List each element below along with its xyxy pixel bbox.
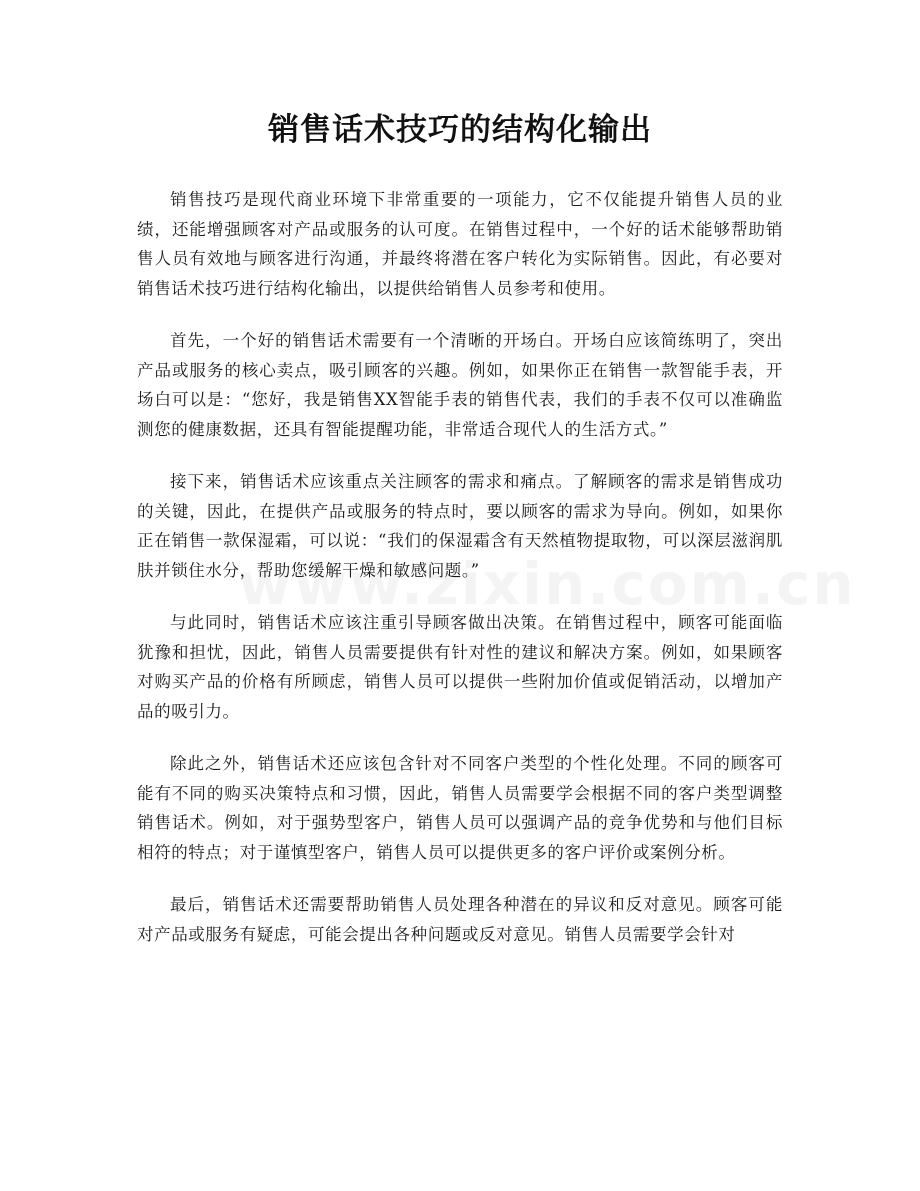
document-body	[137, 185, 783, 972]
paragraph-needs: 接下来，销售话术应该重点关注顾客的需求和痛点。了解顾客的需求是销售成功的关键，因此，在提供产品或服务的特点时，要以顾客的需求为导向。例如，如果你正在销售一款保湿霜，可以说：“我们的保湿霜含有天然植物提取物，可以深层滋润肌肤并锁住水分，帮助您缓解干燥和敏感问题。”	[137, 472, 783, 580]
paragraph-intro: 销售技巧是现代商业环境下非常重要的一项能力，它不仅能提升销售人员的业绩，还能增强顾客对产品或服务的认可度。在销售过程中，一个好的话术能够帮助销售人员有效地与顾客进行沟通，并最终将潜在客户转化为实际销售。因此，有必要对销售话术技巧进行结构化输出，以提供给销售人员参考和使用。	[137, 190, 783, 298]
paragraph-opening: 首先，一个好的销售话术需要有一个清晰的开场白。开场白应该简练明了，突出产品或服务的核心卖点，吸引顾客的兴趣。例如，如果你正在销售一款智能手表，开场白可以是：“您好，我是销售XX智能手表的销售代表，我们的手表不仅可以准确监测您的健康数据，还具有智能提醒功能，非常适合现代人的生活方式。”	[137, 331, 783, 439]
paragraph-personalization: 除此之外，销售话术还应该包含针对不同客户类型的个性化处理。不同的顾客可能有不同的购买决策特点和习惯，因此，销售人员需要学会根据不同的客户类型调整销售话术。例如，对于强势型客户，销售人员可以强调产品的竞争优势和与他们目标相符的特点；对于谨慎型客户，销售人员可以提供更多的客户评价或案例分析。	[137, 754, 783, 862]
paragraph-decision: 与此同时，销售话术应该注重引导顾客做出决策。在销售过程中，顾客可能面临犹豫和担忧，因此，销售人员需要提供有针对性的建议和解决方案。例如，如果顾客对购买产品的价格有所顾虑，销售人员可以提供一些附加价值或促销活动，以增加产品的吸引力。	[137, 613, 783, 721]
paragraph-objections: 最后，销售话术还需要帮助销售人员处理各种潜在的异议和反对意见。顾客可能对产品或服务有疑虑，可能会提出各种问题或反对意见。销售人员需要学会针对	[137, 895, 783, 944]
document-title: 销售话术技巧的结构化输出	[268, 112, 652, 148]
